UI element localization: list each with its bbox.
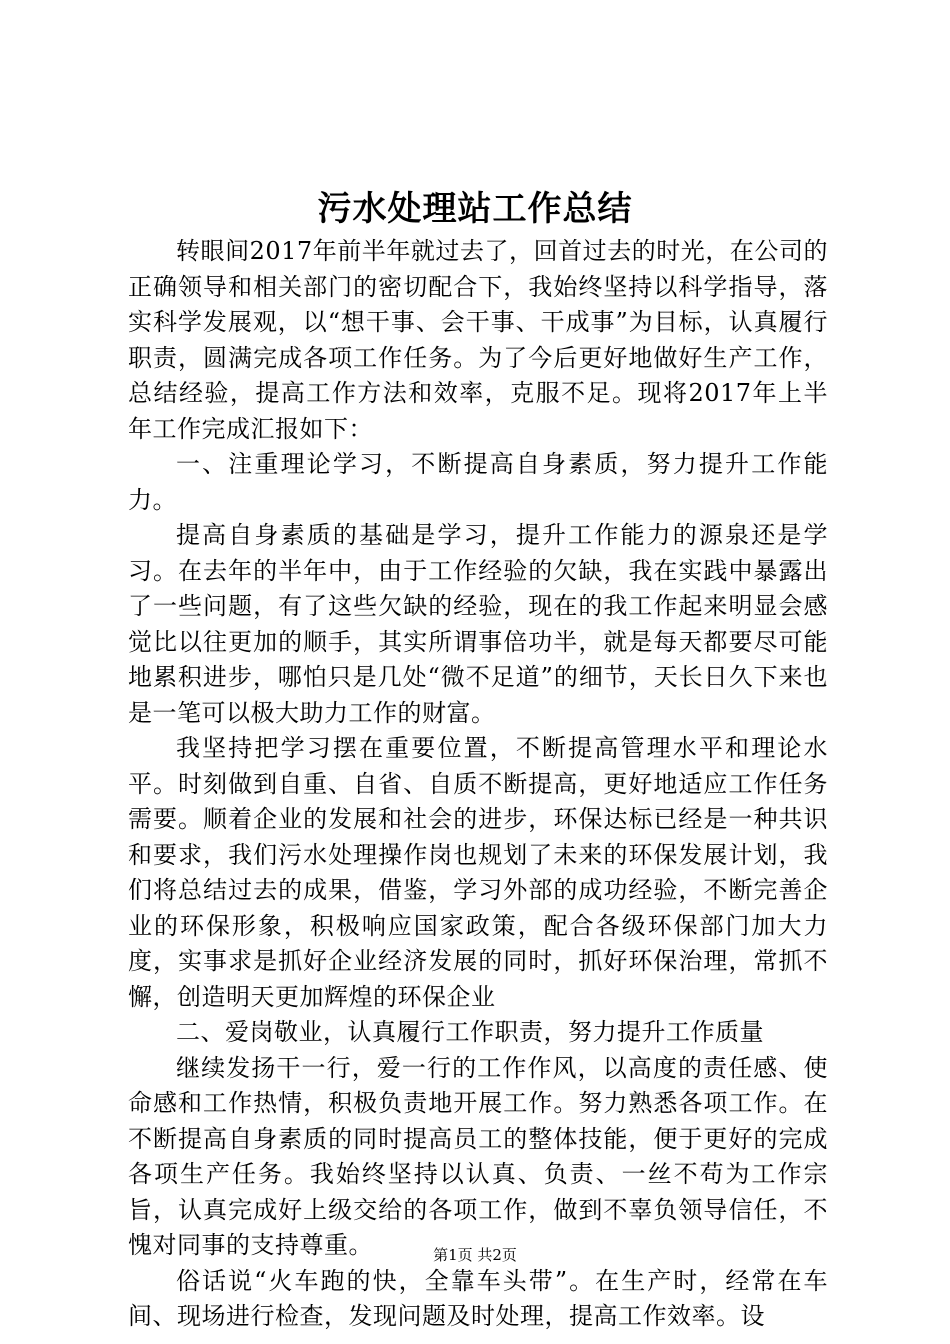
paragraph-study: 提高自身素质的基础是学习，提升工作能力的源泉还是学习。在去年的半年中，由于工作经验的欠缺，我在实践中暴露出了一些问题，有了这些欠缺的经验，现在的我工作起来明显会感觉比以往更加的顺手，其实所谓事倍功半，就是每天都要尽可能地累积进步，哪怕只是几处“微不足道”的细节，天长日久下来也是一笔可以极大助力工作的财富。: [128, 521, 828, 727]
section-heading-2: 二、爱岗敬业，认真履行工作职责，努力提升工作质量: [176, 1018, 764, 1046]
paragraph-dedication: 继续发扬干一行，爱一行的工作作风，以高度的责任感、使命感和工作热情，积极负责地开展工作。努力熟悉各项工作。在不断提高自身素质的同时提高员工的整体技能，便于更好的完成各项生产任务。我始终坚持以认真、负责、一丝不苟为工作宗旨，认真完成好上级交给的各项工作，做到不辜负领导信任，不愧对同事的支持尊重。: [128, 1053, 828, 1259]
section-heading-1: 一、注重理论学习，不断提高自身素质，努力提升工作能力。: [128, 450, 828, 514]
paragraph-leadership: 俗话说“火车跑的快，全靠车头带”。在生产时，经常在车间、现场进行检查，发现问题及时处理，提高工作效率。设: [128, 1266, 828, 1330]
paragraph-management: 我坚持把学习摆在重要位置，不断提高管理水平和理论水平。时刻做到自重、自省、自质不断提高，更好地适应工作任务需要。顺着企业的发展和社会的进步，环保达标已经是一种共识和要求，我们污水处理操作岗也规划了未来的环保发展计划，我们将总结过去的成果，借鉴，学习外部的成功经验，不断完善企业的环保形象，积极响应国家政策，配合各级环保部门加大力度，实事求是抓好企业经济发展的同时，抓好环保治理，常抓不懈，创造明天更加辉煌的环保企业: [128, 734, 828, 1011]
document-title: 污水处理站工作总结: [317, 189, 633, 229]
paragraph-intro: 转眼间2017年前半年就过去了，回首过去的时光，在公司的正确领导和相关部门的密切配合下，我始终坚持以科学指导，落实科学发展观，以“想干事、会干事、干成事”为目标，认真履行职责，圆满完成各项工作任务。为了今后更好地做好生产工作，总结经验，提高工作方法和效率，克服不足。现将2017年上半年工作完成汇报如下：: [128, 237, 828, 443]
page-number-footer: 第1页 共2页: [433, 1246, 517, 1264]
document-body: [128, 234, 828, 1335]
